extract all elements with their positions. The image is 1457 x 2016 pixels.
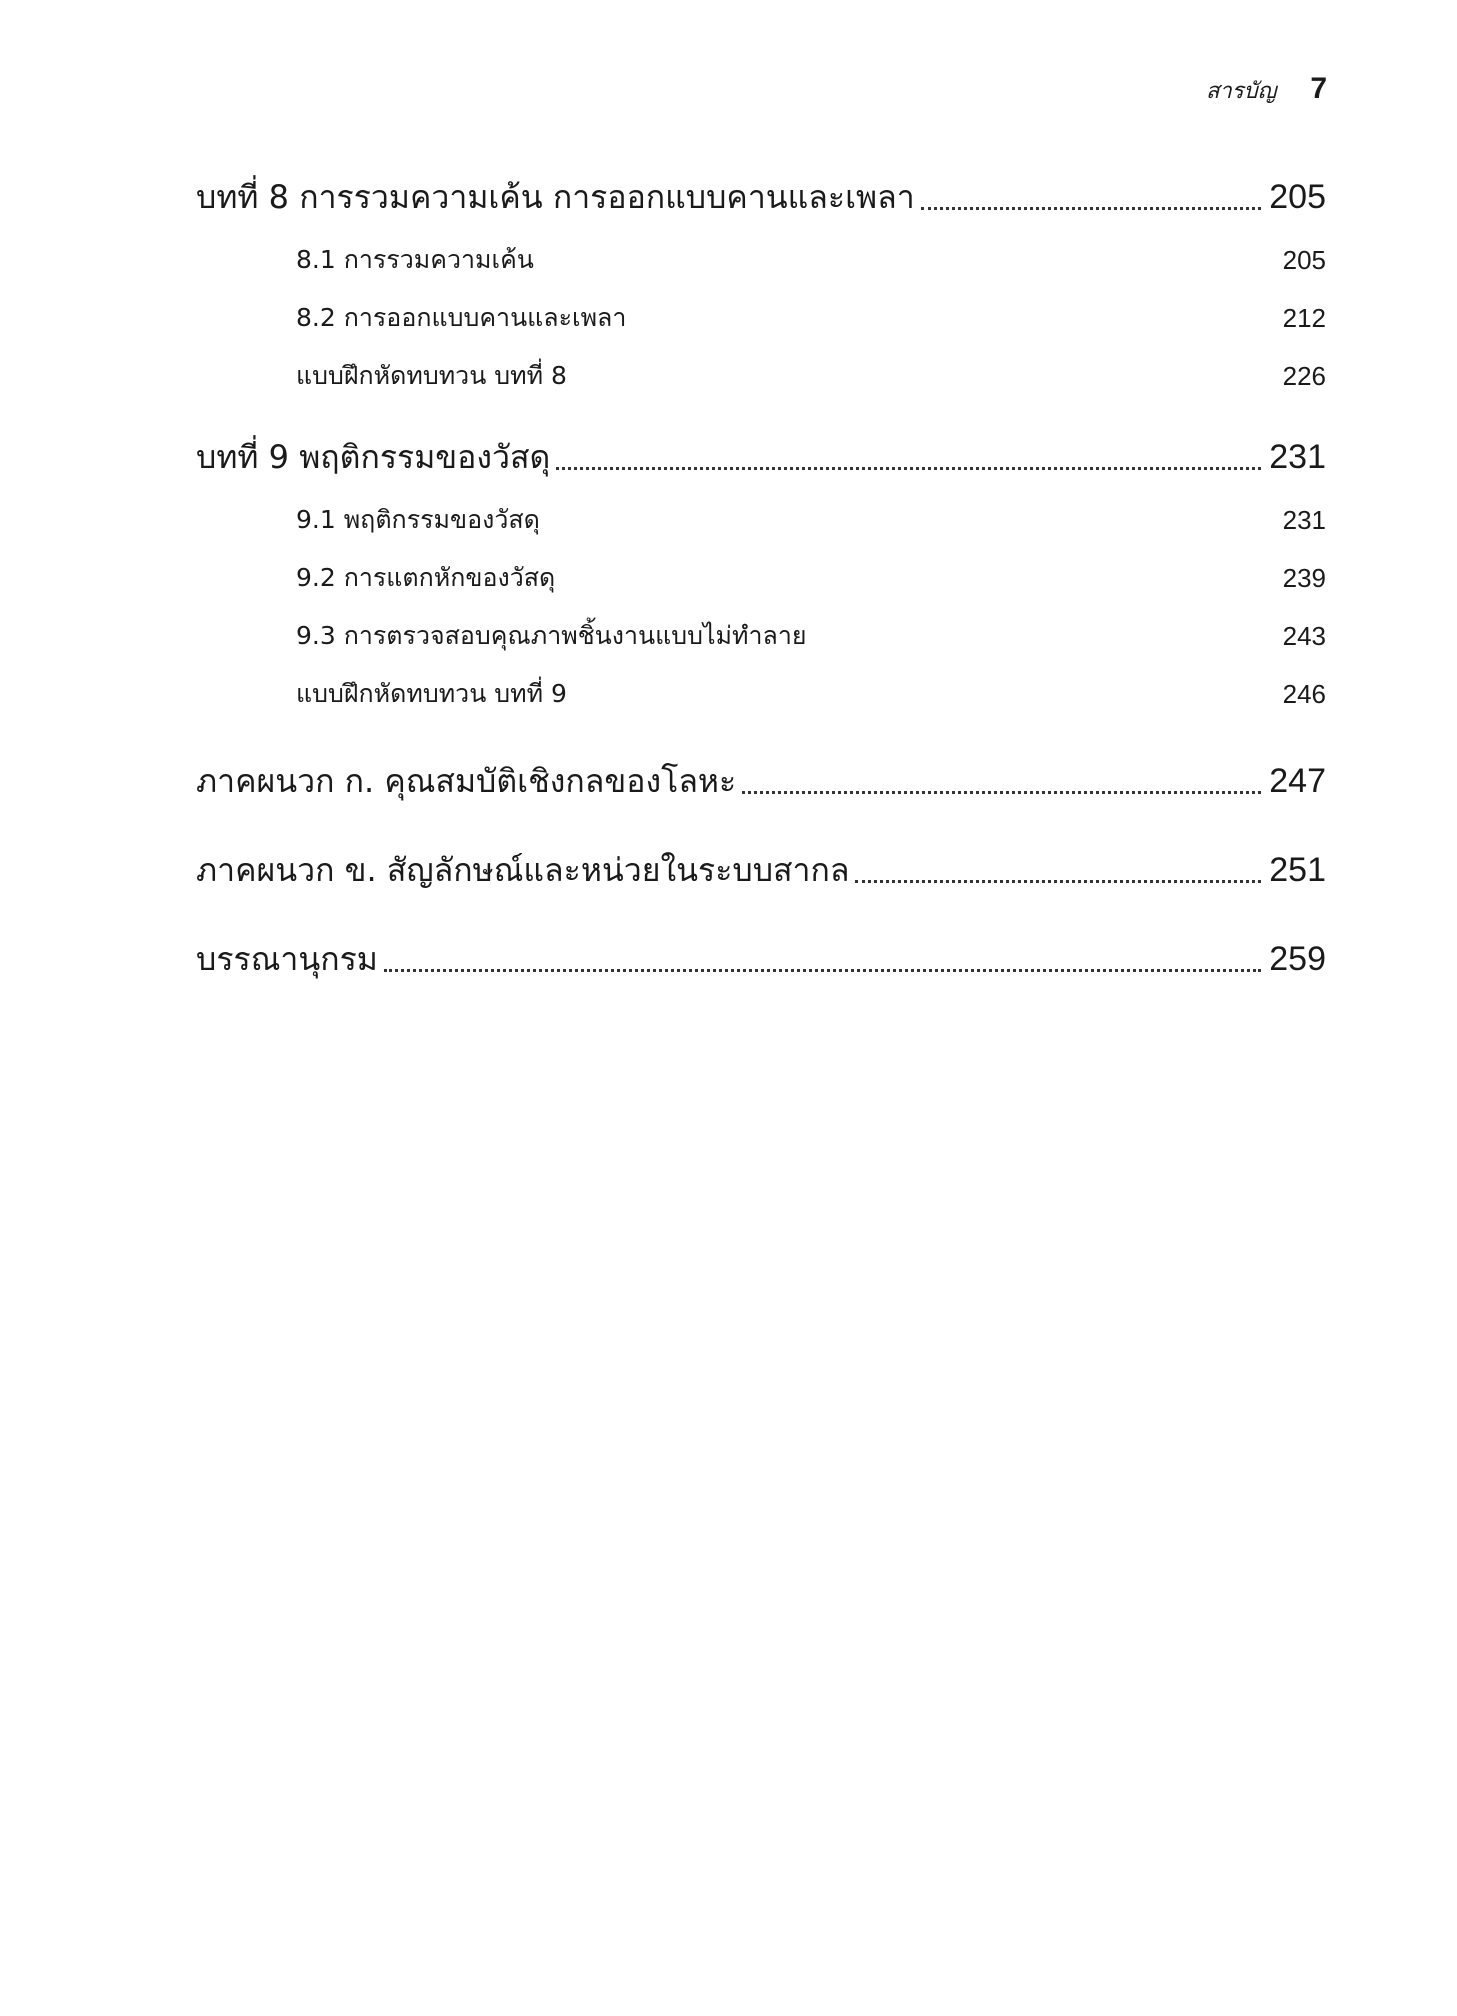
toc-subentry[interactable]: [296, 298, 1326, 338]
dot-leader: [384, 969, 1261, 972]
toc-subentry-page: 246: [1282, 679, 1326, 709]
toc-subentry-title: แบบฝึกหัดทบทวน บทที่ 9: [296, 679, 567, 708]
toc-entry-title: ภาคผนวก ก. คุณสมบัติเชิงกลของโลหะ: [196, 762, 737, 800]
toc-entry-title: ภาคผนวก ข. สัญลักษณ์และหน่วยในระบบสากล: [196, 851, 850, 889]
toc-entry-appendix-a[interactable]: [196, 756, 1326, 806]
dot-leader: [742, 791, 1261, 794]
toc-subentry[interactable]: [296, 674, 1326, 714]
running-header: [1206, 72, 1327, 108]
toc-subentry-title: 9.3 การตรวจสอบคุณภาพชิ้นงานแบบไม่ทำลาย: [296, 621, 807, 650]
toc-subentry-title: 9.1 พฤติกรรมของวัสดุ: [296, 505, 540, 534]
toc-entry-page: 231: [1269, 438, 1326, 476]
toc-entry-chapter-8[interactable]: [196, 172, 1326, 222]
toc-subentry[interactable]: [296, 356, 1326, 396]
toc-entry-page: 251: [1269, 851, 1326, 889]
toc-entry-title: บทที่ 9 พฤติกรรมของวัสดุ: [196, 438, 551, 476]
toc-subentry-page: 226: [1282, 361, 1326, 391]
toc-subentry[interactable]: [296, 500, 1326, 540]
toc-subentry-title: 8.1 การรวมความเค้น: [296, 245, 534, 274]
dot-leader: [855, 880, 1261, 883]
toc-subentry-title: แบบฝึกหัดทบทวน บทที่ 8: [296, 361, 567, 390]
dot-leader: [556, 467, 1261, 470]
toc-entry-title: บรรณานุกรม: [196, 940, 378, 978]
dot-leader: [921, 207, 1262, 210]
toc-subentry[interactable]: [296, 240, 1326, 280]
toc-entry-bibliography[interactable]: [196, 934, 1326, 984]
toc-subentry-page: 212: [1282, 303, 1326, 333]
toc-subentry-page: 243: [1282, 621, 1326, 651]
toc-subentry-page: 205: [1282, 245, 1326, 275]
toc-subentry-title: 9.2 การแตกหักของวัสดุ: [296, 563, 556, 592]
toc-subentry-page: 231: [1282, 505, 1326, 535]
toc-subentry[interactable]: [296, 558, 1326, 598]
toc-entry-chapter-9[interactable]: [196, 432, 1326, 482]
running-title: สารบัญ: [1206, 79, 1277, 104]
page-number: 7: [1310, 72, 1327, 105]
toc-subentry[interactable]: [296, 616, 1326, 656]
toc-subentry-title: 8.2 การออกแบบคานและเพลา: [296, 303, 627, 332]
toc-entry-title: บทที่ 8 การรวมความเค้น การออกแบบคานและเพลา: [196, 178, 915, 216]
toc-entry-page: 205: [1269, 178, 1326, 216]
toc-entry-appendix-b[interactable]: [196, 845, 1326, 895]
toc-entry-page: 259: [1269, 940, 1326, 978]
toc-entry-page: 247: [1269, 762, 1326, 800]
toc-subentry-page: 239: [1282, 563, 1326, 593]
